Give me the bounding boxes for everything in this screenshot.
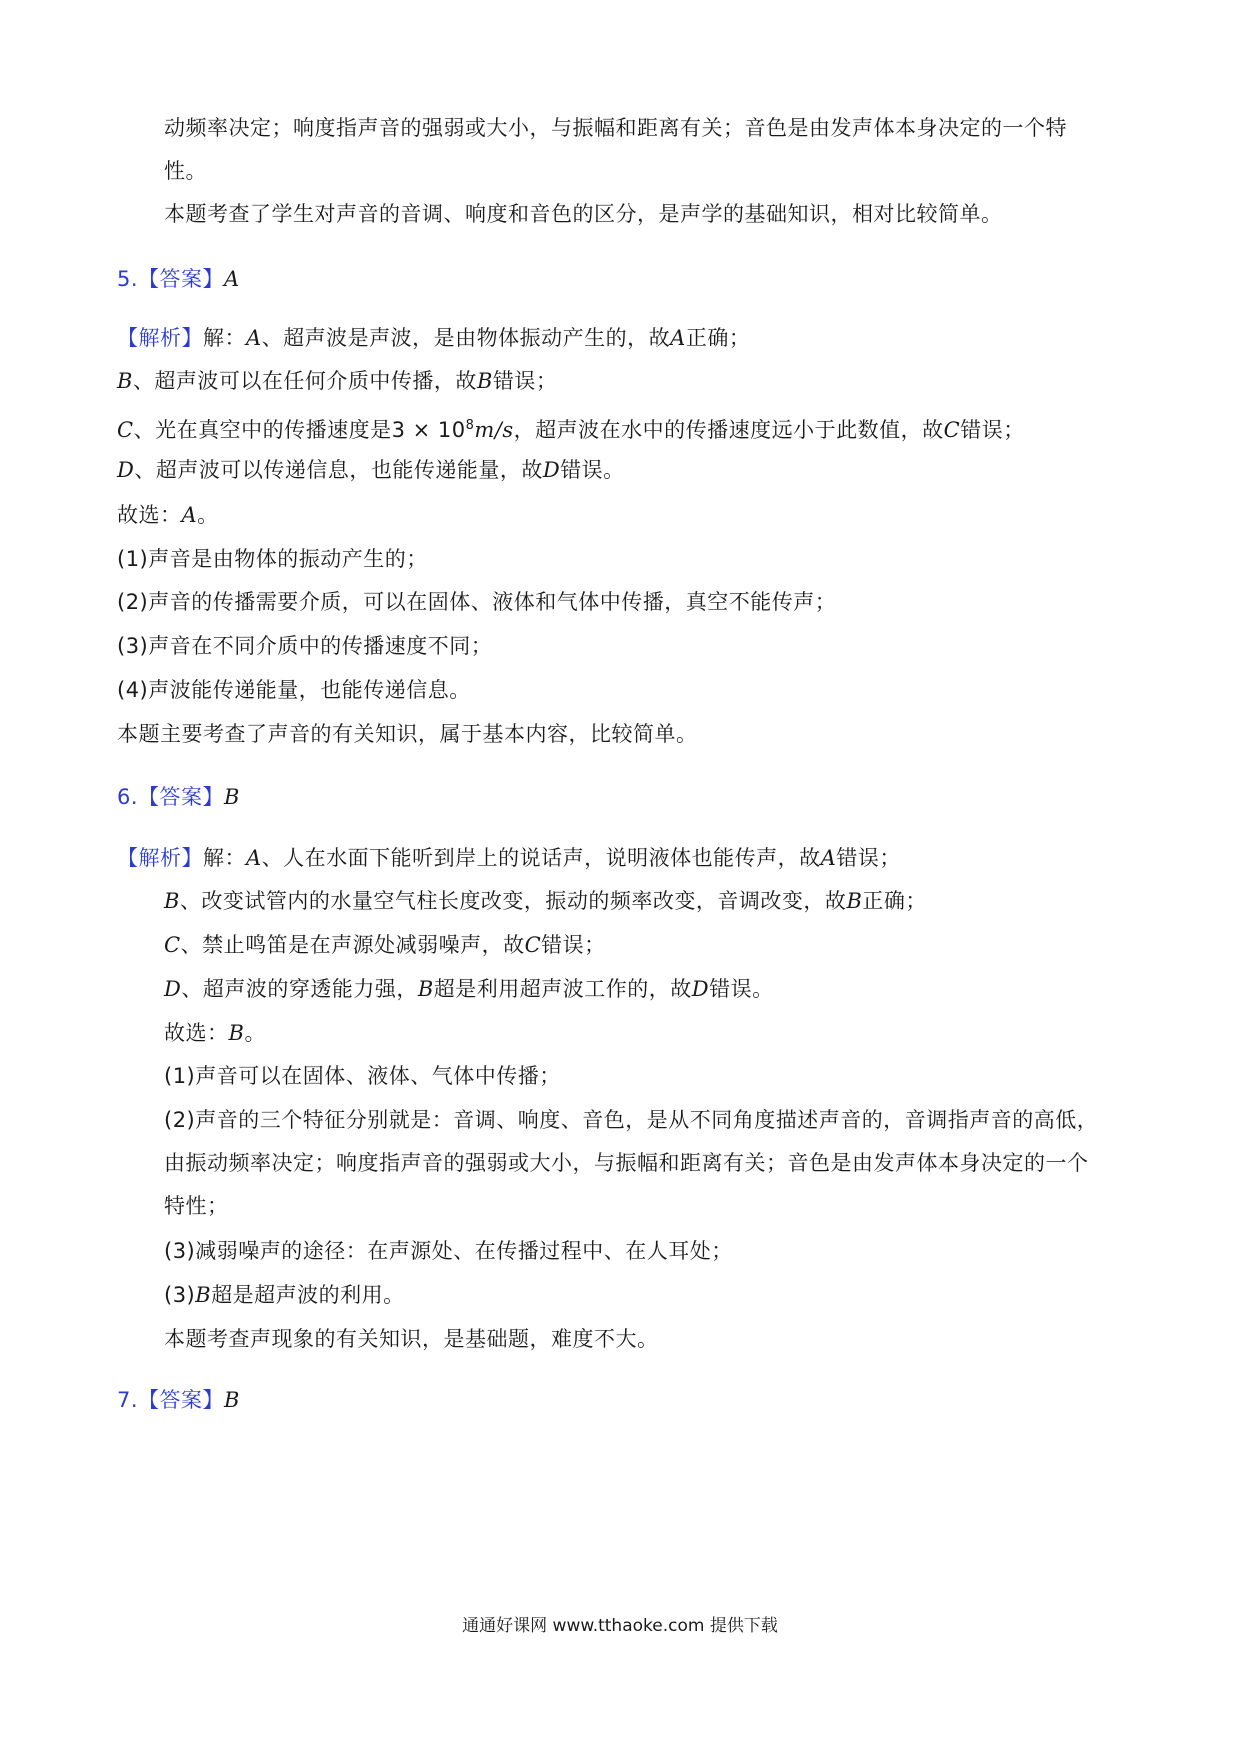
- q6-analysis-line-4: D、超声波的穿透能力强，B超是利用超声波工作的，故D错误。: [164, 977, 774, 1001]
- q5-point-4: (4)声波能传递能量，也能传递信息。: [117, 678, 471, 702]
- q5-summary: 本题主要考查了声音的有关知识，属于基本内容，比较简单。: [117, 722, 698, 746]
- q6-point-2a: (2)声音的三个特征分别就是：音调、响度、音色，是从不同角度描述声音的，音调指声音的高低，: [164, 1108, 1099, 1132]
- q6-point-2b: 由振动频率决定；响度指声音的强弱或大小，与振幅和距离有关；音色是由发声体本身决定的一个: [164, 1151, 1089, 1175]
- intro-summary: 本题考查了学生对声音的音调、响度和音色的区分，是声学的基础知识，相对比较简单。: [164, 202, 1003, 226]
- page-footer: 通通好课网 www.tthaoke.com 提供下载: [462, 1616, 778, 1636]
- q6-point-4: (3)B超是超声波的利用。: [164, 1283, 405, 1307]
- q5-analysis-line-1: 【解析】解：A、超声波是声波，是由物体振动产生的，故A正确；: [117, 326, 751, 350]
- q6-answer: B: [224, 785, 240, 809]
- q5-analysis-line-4: D、超声波可以传递信息，也能传递能量，故D错误。: [117, 458, 625, 482]
- q7-answer: B: [224, 1388, 240, 1412]
- q5-answer-tag: 【答案】: [138, 267, 225, 291]
- q5-answer-heading: [117, 264, 240, 294]
- q6-analysis-line-3: C、禁止鸣笛是在声源处减弱噪声，故C错误；: [164, 933, 606, 957]
- q6-answer-heading: [117, 782, 240, 812]
- q5-analysis-line-2: B、超声波可以在任何介质中传播，故B错误；: [117, 369, 558, 393]
- q7-number: 7.: [117, 1388, 139, 1412]
- q5-choice: 故选：A。: [117, 503, 219, 527]
- q5-point-3: (3)声音在不同介质中的传播速度不同；: [117, 634, 493, 658]
- q6-summary: 本题考查声现象的有关知识，是基础题，难度不大。: [164, 1327, 659, 1351]
- q6-point-1: (1)声音可以在固体、液体、气体中传播；: [164, 1064, 561, 1088]
- q6-point-3: (3)减弱噪声的途径：在声源处、在传播过程中、在人耳处；: [164, 1239, 733, 1263]
- q5-answer: A: [224, 267, 240, 291]
- q6-number: 6.: [117, 785, 139, 809]
- intro-line-1: 动频率决定；响度指声音的强弱或大小，与振幅和距离有关；音色是由发声体本身决定的一个特: [164, 116, 1067, 140]
- q7-answer-tag: 【答案】: [138, 1388, 225, 1412]
- q5-analysis-tag: 【解析】: [117, 326, 203, 350]
- q6-analysis-line-1: 【解析】解：A、人在水面下能听到岸上的说话声，说明液体也能传声，故A错误；: [117, 846, 901, 870]
- q6-analysis-tag: 【解析】: [117, 846, 203, 870]
- q6-analysis-line-2: B、改变试管内的水量空气柱长度改变，振动的频率改变，音调改变，故B正确；: [164, 889, 927, 913]
- q5-point-1: (1)声音是由物体的振动产生的；: [117, 547, 428, 571]
- q5-point-2: (2)声音的传播需要介质，可以在固体、液体和气体中传播，真空不能传声；: [117, 590, 837, 614]
- intro-line-2: 性。: [164, 159, 207, 183]
- q5-number: 5.: [117, 267, 139, 291]
- q6-point-2c: 特性；: [164, 1194, 229, 1218]
- q6-answer-tag: 【答案】: [138, 785, 225, 809]
- q7-answer-heading: [117, 1385, 240, 1415]
- q5-analysis-line-3: C、光在真空中的传播速度是$3 \times 10^8m/s$，超声波在水中的传播速度远小于此数值，故C错误；: [117, 418, 1025, 442]
- q6-choice: 故选：B。: [164, 1021, 266, 1045]
